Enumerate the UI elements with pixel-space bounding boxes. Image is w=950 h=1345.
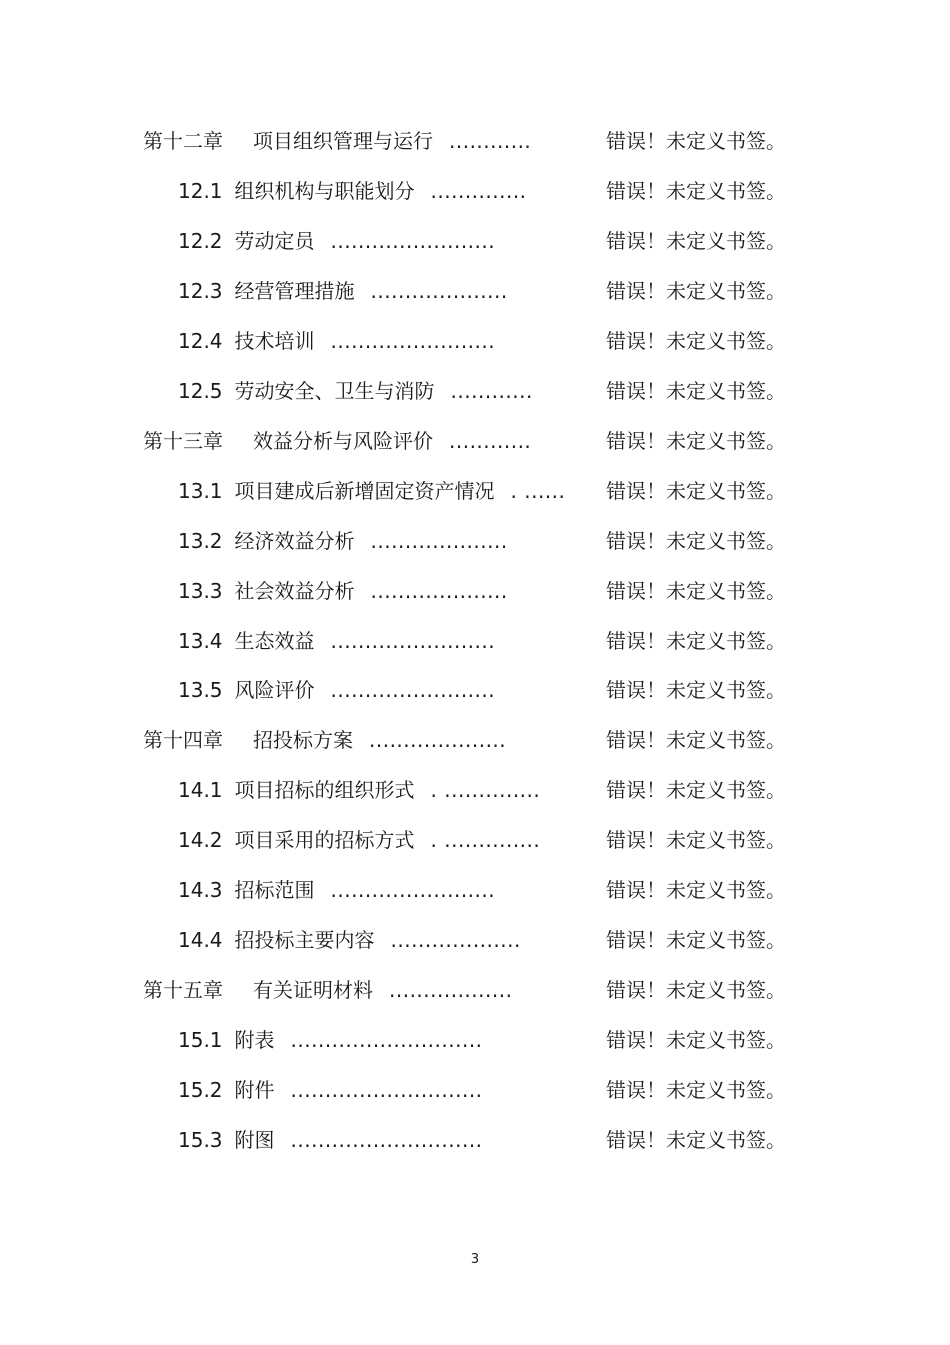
toc-entry-heading <box>178 824 540 856</box>
toc-entry-number: 14.2 <box>178 828 223 853</box>
toc-dot-leader: ............ <box>450 378 533 403</box>
toc-page-reference: 错误！未定义书签。 <box>606 678 786 703</box>
page-number: 3 <box>470 1252 480 1267</box>
toc-entry-number: 14.1 <box>178 778 223 803</box>
toc-entry-title: 招投标主要内容 <box>234 928 375 953</box>
toc-entry-number: 第十四章 <box>143 728 223 753</box>
toc-entry-heading <box>178 475 565 507</box>
toc-entry-number: 12.2 <box>178 228 223 253</box>
toc-section-entry[interactable] <box>0 275 950 307</box>
toc-page-reference: 错误！未定义书签。 <box>606 328 786 353</box>
toc-entry-heading <box>178 1024 483 1056</box>
toc-entry-number: 15.2 <box>178 1078 223 1103</box>
toc-entry-title: 项目建成后新增固定资产情况 <box>234 478 495 503</box>
toc-section-entry[interactable] <box>0 1074 950 1106</box>
toc-dot-leader: .................. <box>389 978 513 1003</box>
toc-chapter-entry[interactable] <box>0 724 950 756</box>
toc-entry-title: 技术培训 <box>234 328 315 353</box>
toc-entry-heading <box>178 375 533 407</box>
toc-entry-heading <box>178 325 495 357</box>
toc-entry-heading <box>143 724 506 756</box>
toc-entry-number: 第十五章 <box>143 978 223 1003</box>
toc-dot-leader: ............ <box>449 129 532 153</box>
toc-entry-heading <box>143 125 531 157</box>
toc-page-reference: 错误！未定义书签。 <box>606 828 786 853</box>
toc-page-reference: 错误！未定义书签。 <box>606 778 786 803</box>
toc-entry-title: 效益分析与风险评价 <box>253 428 433 453</box>
toc-dot-leader: .................... <box>370 528 508 553</box>
toc-dot-leader: ............................ <box>290 1078 483 1103</box>
toc-entry-title: 有关证明材料 <box>253 978 373 1003</box>
toc-chapter-entry[interactable] <box>0 974 950 1006</box>
toc-chapter-entry[interactable] <box>0 125 950 157</box>
toc-dot-leader: ........................ <box>330 878 496 903</box>
toc-dot-leader: .................... <box>369 728 507 753</box>
toc-dot-leader: . .............. <box>430 828 541 853</box>
toc-entry-title: 风险评价 <box>234 678 315 703</box>
toc-page-reference: 错误！未定义书签。 <box>606 178 786 203</box>
toc-dot-leader: ............................ <box>290 1128 483 1152</box>
toc-dot-leader: ............................ <box>290 1028 483 1053</box>
toc-entry-heading <box>178 225 495 257</box>
toc-dot-leader: . ...... <box>510 478 566 503</box>
toc-section-entry[interactable] <box>0 774 950 806</box>
toc-entry-title: 附表 <box>234 1028 275 1053</box>
toc-page-reference: 错误！未定义书签。 <box>606 728 786 753</box>
toc-entry-title: 生态效益 <box>234 628 315 653</box>
toc-dot-leader: ................... <box>390 928 521 953</box>
toc-page-reference: 错误！未定义书签。 <box>606 928 786 953</box>
toc-entry-number: 13.2 <box>178 528 223 553</box>
toc-page-reference: 错误！未定义书签。 <box>606 378 786 403</box>
toc-entry-number: 12.1 <box>178 178 223 203</box>
toc-entry-number: 12.3 <box>178 278 223 303</box>
toc-entry-title: 经营管理措施 <box>234 278 355 303</box>
toc-entry-title: 经济效益分析 <box>234 528 355 553</box>
toc-page-reference: 错误！未定义书签。 <box>606 129 786 153</box>
toc-section-entry[interactable] <box>0 1124 950 1156</box>
toc-entry-heading <box>178 1124 483 1156</box>
toc-entry-heading <box>178 625 495 657</box>
toc-entry-heading <box>143 425 531 457</box>
toc-entry-number: 13.4 <box>178 628 223 653</box>
toc-dot-leader: ........................ <box>330 228 496 253</box>
toc-section-entry[interactable] <box>0 674 950 706</box>
toc-page-reference: 错误！未定义书签。 <box>606 1078 786 1103</box>
toc-page-reference: 错误！未定义书签。 <box>606 478 786 503</box>
toc-section-entry[interactable] <box>0 325 950 357</box>
toc-page-reference: 错误！未定义书签。 <box>606 228 786 253</box>
toc-section-entry[interactable] <box>0 175 950 207</box>
toc-dot-leader: . .............. <box>430 778 541 803</box>
toc-dot-leader: .................... <box>370 278 508 303</box>
toc-entry-title: 项目招标的组织形式 <box>234 778 415 803</box>
toc-entry-title: 项目组织管理与运行 <box>253 129 433 153</box>
toc-page-reference: 错误！未定义书签。 <box>606 278 786 303</box>
toc-page-reference: 错误！未定义书签。 <box>606 428 786 453</box>
toc-section-entry[interactable] <box>0 874 950 906</box>
toc-section-entry[interactable] <box>0 525 950 557</box>
toc-section-entry[interactable] <box>0 1024 950 1056</box>
toc-entry-number: 15.3 <box>178 1128 223 1152</box>
toc-entry-number: 13.3 <box>178 578 223 603</box>
toc-dot-leader: .................... <box>370 578 508 603</box>
toc-entry-heading <box>178 575 508 607</box>
toc-section-entry[interactable] <box>0 225 950 257</box>
toc-section-entry[interactable] <box>0 824 950 856</box>
toc-entry-number: 14.4 <box>178 928 223 953</box>
toc-section-entry[interactable] <box>0 475 950 507</box>
toc-entry-heading <box>178 275 508 307</box>
toc-entry-title: 附件 <box>234 1078 275 1103</box>
toc-entry-title: 劳动定员 <box>234 228 315 253</box>
toc-entry-number: 第十三章 <box>143 428 223 453</box>
toc-entry-heading <box>178 674 495 706</box>
toc-page-reference: 错误！未定义书签。 <box>606 578 786 603</box>
toc-entry-heading <box>178 874 495 906</box>
toc-section-entry[interactable] <box>0 625 950 657</box>
toc-entry-title: 社会效益分析 <box>234 578 355 603</box>
toc-entry-heading <box>178 1074 483 1106</box>
toc-dot-leader: ........................ <box>330 678 496 703</box>
toc-entry-title: 项目采用的招标方式 <box>234 828 415 853</box>
toc-entry-heading <box>178 774 540 806</box>
toc-page-reference: 错误！未定义书签。 <box>606 528 786 553</box>
toc-section-entry[interactable] <box>0 375 950 407</box>
toc-dot-leader: ............ <box>449 428 532 453</box>
toc-page-reference: 错误！未定义书签。 <box>606 878 786 903</box>
toc-entry-title: 劳动安全、卫生与消防 <box>234 378 435 403</box>
toc-entry-title: 招标范围 <box>234 878 315 903</box>
toc-page-reference: 错误！未定义书签。 <box>606 1128 786 1152</box>
toc-page-reference: 错误！未定义书签。 <box>606 1028 786 1053</box>
toc-entry-number: 13.1 <box>178 478 223 503</box>
toc-entry-heading <box>143 974 512 1006</box>
toc-entry-number: 12.4 <box>178 328 223 353</box>
toc-entry-number: 第十二章 <box>143 129 223 153</box>
toc-dot-leader: .............. <box>430 178 527 203</box>
toc-entry-number: 15.1 <box>178 1028 223 1053</box>
toc-dot-leader: ........................ <box>330 328 496 353</box>
toc-page-reference: 错误！未定义书签。 <box>606 628 786 653</box>
toc-section-entry[interactable] <box>0 575 950 607</box>
toc-entry-heading <box>178 924 521 956</box>
toc-entry-heading <box>178 175 527 207</box>
toc-entry-number: 13.5 <box>178 678 223 703</box>
toc-entry-number: 14.3 <box>178 878 223 903</box>
toc-entry-number: 12.5 <box>178 378 223 403</box>
toc-section-entry[interactable] <box>0 924 950 956</box>
toc-entry-title: 招投标方案 <box>253 728 353 753</box>
toc-entry-heading <box>178 525 508 557</box>
toc-page-reference: 错误！未定义书签。 <box>606 978 786 1003</box>
toc-entry-title: 组织机构与职能划分 <box>234 178 415 203</box>
toc-dot-leader: ........................ <box>330 628 496 653</box>
toc-chapter-entry[interactable] <box>0 425 950 457</box>
toc-entry-title: 附图 <box>234 1128 275 1152</box>
